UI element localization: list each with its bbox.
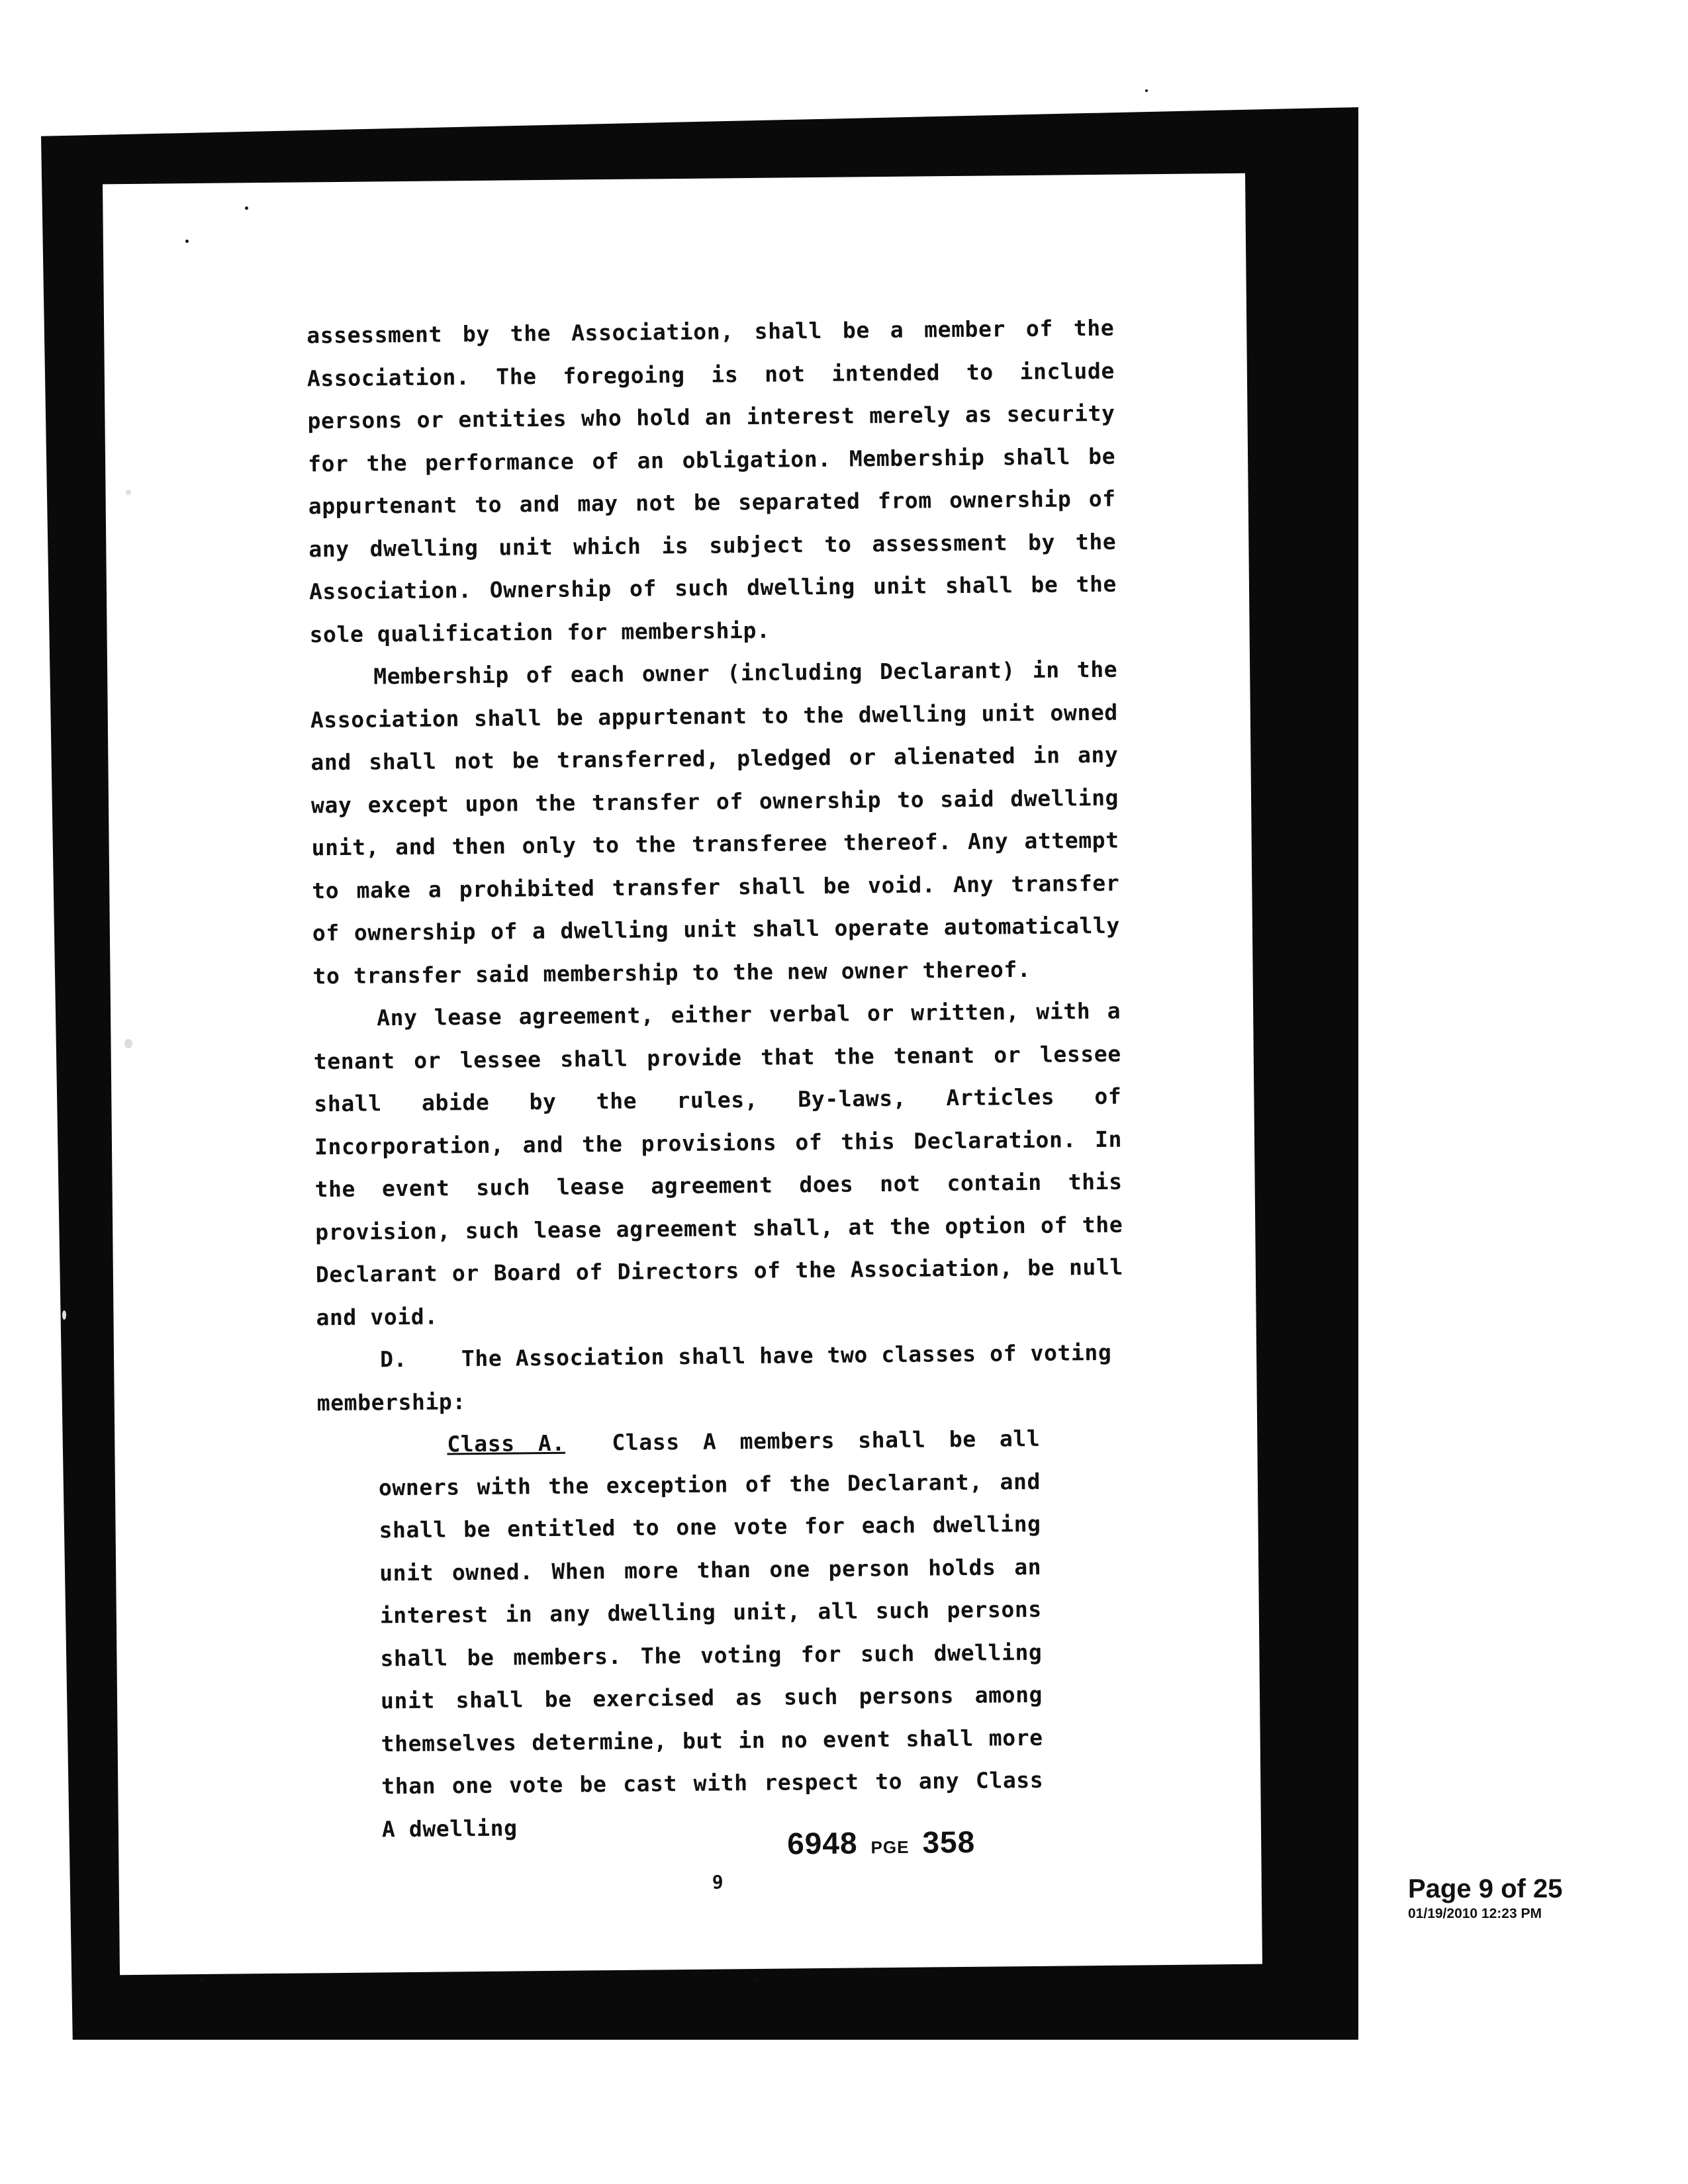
document-page bbox=[103, 173, 1262, 1975]
scan-speck bbox=[753, 1978, 757, 1981]
page-stamp-title: Page 9 of 25 bbox=[1408, 1874, 1563, 1903]
scan-speck bbox=[245, 206, 248, 210]
scan-speck bbox=[62, 1310, 66, 1320]
paragraph-appurtenance: Membership of each owner (including Declarant) in the Association shall be appurtenant to the dwelling unit owned and shall not be transferred, pledged or alienated in any way except upon the transfer of ownership to said dwelling unit, and then only to the transferee thereof. Any attempt to make a prohibited transfer shall be void. Any transfer of ownership of a dwelling unit shall operate automatically to transfer said membership to the new owner thereof. bbox=[310, 656, 1121, 989]
scan-speck bbox=[126, 490, 131, 495]
paragraph-membership: assessment by the Association, shall be a member of the Association. The foregoing is not intended to include persons or entities who hold an interest merely as security for the performance of an obligation. Membership shall be appurtenant to and may not be separated from ownership of any dwelling unit which is subject to assessment by the Association. Ownership of such dwelling unit shall be the sole qualification for membership. bbox=[306, 314, 1117, 647]
book-page-reference bbox=[787, 1824, 976, 1862]
section-d: D. The Association shall have two classes of voting membership: bbox=[316, 1339, 1125, 1416]
book-page-number: 358 bbox=[922, 1824, 976, 1860]
scan-speck bbox=[200, 1979, 203, 1982]
book-number: 6948 bbox=[786, 1825, 858, 1861]
scan-speck bbox=[1145, 89, 1148, 92]
page-label: PGE bbox=[870, 1837, 910, 1858]
page-number: 9 bbox=[712, 1871, 724, 1893]
scan-speck bbox=[185, 240, 189, 243]
document-body bbox=[306, 307, 1129, 1852]
class-a-paragraph bbox=[378, 1418, 1044, 1851]
class-a-heading: Class A. bbox=[447, 1430, 566, 1457]
class-a-text: Class A members shall be all owners with the exception of the Declarant, and shall be entitled to one vote for each dwelling unit owned. When more than one person holds an interest in any dwelling unit, all such persons shall be members. The voting for such dwelling unit shall be exercised as such persons among themselves determine, but in no event shall more than one vote be cast with respect to any Class A dwelling bbox=[378, 1425, 1044, 1842]
scan-speck bbox=[124, 1039, 132, 1048]
paragraph-lease: Any lease agreement, either verbal or written, with a tenant or lessee shall provide that the tenant or lessee shall abide by the rules, By-laws, Articles of Incorporation, and the provisions of this Declaration. In the event such lease agreement does not contain this provision, such lease agreement shall, at the option of the Declarant or Board of Directors of the Association, be null and void. bbox=[313, 997, 1124, 1330]
page-stamp-datetime: 01/19/2010 12:23 PM bbox=[1408, 1906, 1542, 1921]
